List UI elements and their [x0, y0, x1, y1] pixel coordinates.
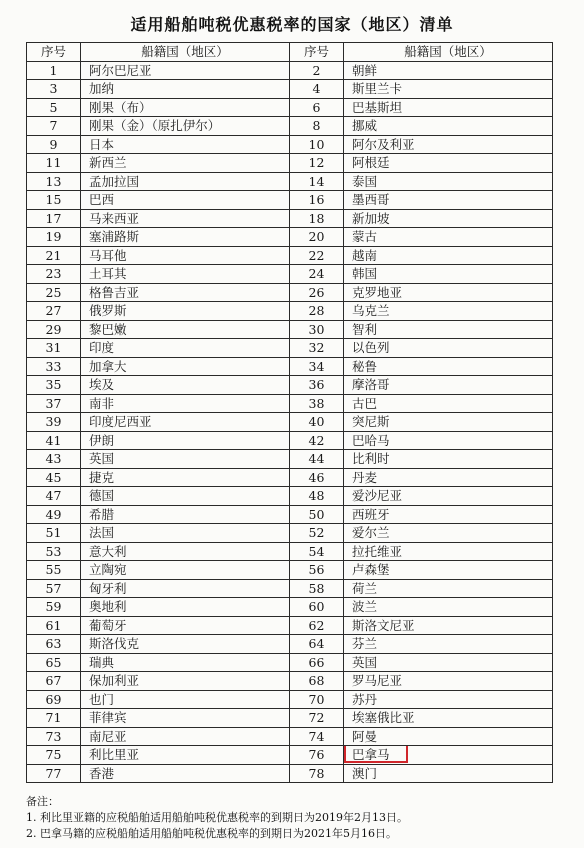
- row-country-right: 斯里兰卡: [344, 80, 553, 99]
- row-number-left: 55: [27, 561, 81, 580]
- row-number-left: 29: [27, 320, 81, 339]
- row-country-right: 罗马尼亚: [344, 672, 553, 691]
- table-row: [27, 357, 553, 376]
- row-number-right: 26: [290, 283, 344, 302]
- table-row: [27, 487, 553, 506]
- row-number-left: 77: [27, 764, 81, 783]
- row-number-right: 24: [290, 265, 344, 284]
- row-country-right: 巴基斯坦: [344, 98, 553, 117]
- country-list-table: [26, 42, 553, 783]
- table-row: [27, 98, 553, 117]
- row-number-right: 36: [290, 376, 344, 395]
- row-number-left: 23: [27, 265, 81, 284]
- row-country-left: 土耳其: [81, 265, 290, 284]
- row-number-left: 51: [27, 524, 81, 543]
- row-number-right: 68: [290, 672, 344, 691]
- row-number-left: 1: [27, 61, 81, 80]
- header-country-left: 船籍国（地区）: [81, 43, 290, 62]
- row-number-left: 37: [27, 394, 81, 413]
- row-country-right: 澳门: [344, 764, 553, 783]
- table-row: [27, 764, 553, 783]
- highlight-box: [344, 746, 408, 764]
- row-country-left: 立陶宛: [81, 561, 290, 580]
- row-country-right: 巴哈马: [344, 431, 553, 450]
- table-row: [27, 339, 553, 358]
- row-number-right: 2: [290, 61, 344, 80]
- table-row: [27, 672, 553, 691]
- row-country-right: 阿根廷: [344, 154, 553, 173]
- row-number-left: 63: [27, 635, 81, 654]
- row-number-left: 33: [27, 357, 81, 376]
- table-row: [27, 172, 553, 191]
- row-country-right: 蒙古: [344, 228, 553, 247]
- row-number-left: 45: [27, 468, 81, 487]
- table-row: [27, 320, 553, 339]
- row-country-right: 波兰: [344, 598, 553, 617]
- row-number-right: 12: [290, 154, 344, 173]
- row-country-left: 意大利: [81, 542, 290, 561]
- row-number-right: 60: [290, 598, 344, 617]
- row-number-left: 67: [27, 672, 81, 691]
- row-country-right: 古巴: [344, 394, 553, 413]
- row-number-right: 64: [290, 635, 344, 654]
- table-row: [27, 61, 553, 80]
- row-number-left: 71: [27, 709, 81, 728]
- header-number-left: 序号: [27, 43, 81, 62]
- row-country-right: 西班牙: [344, 505, 553, 524]
- row-country-left: 希腊: [81, 505, 290, 524]
- row-country-right: 丹麦: [344, 468, 553, 487]
- row-country-left: 也门: [81, 690, 290, 709]
- row-country-right: 斯洛文尼亚: [344, 616, 553, 635]
- row-number-right: 30: [290, 320, 344, 339]
- row-country-right: 摩洛哥: [344, 376, 553, 395]
- row-country-left: 马耳他: [81, 246, 290, 265]
- row-number-left: 19: [27, 228, 81, 247]
- row-number-right: 54: [290, 542, 344, 561]
- row-number-left: 65: [27, 653, 81, 672]
- row-number-right: 6: [290, 98, 344, 117]
- row-country-left: 菲律宾: [81, 709, 290, 728]
- row-number-right: 46: [290, 468, 344, 487]
- row-number-right: 10: [290, 135, 344, 154]
- row-number-left: 73: [27, 727, 81, 746]
- row-country-right: 克罗地亚: [344, 283, 553, 302]
- row-country-left: 新西兰: [81, 154, 290, 173]
- row-country-left: 孟加拉国: [81, 172, 290, 191]
- highlighted-country-label: 巴拿马: [352, 747, 390, 763]
- row-country-left: 巴西: [81, 191, 290, 210]
- row-number-right: 58: [290, 579, 344, 598]
- table-row: [27, 228, 553, 247]
- row-number-left: 59: [27, 598, 81, 617]
- table-row: [27, 394, 553, 413]
- row-country-left: 俄罗斯: [81, 302, 290, 321]
- row-country-right: 以色列: [344, 339, 553, 358]
- table-row: [27, 246, 553, 265]
- row-country-right: 墨西哥: [344, 191, 553, 210]
- row-country-left: 南非: [81, 394, 290, 413]
- table-row: [27, 135, 553, 154]
- table-row: [27, 709, 553, 728]
- table-row: [27, 191, 553, 210]
- row-number-right: 72: [290, 709, 344, 728]
- row-country-right: 爱尔兰: [344, 524, 553, 543]
- row-country-left: 加纳: [81, 80, 290, 99]
- table-row: [27, 376, 553, 395]
- row-country-left: 马来西亚: [81, 209, 290, 228]
- row-number-right: 48: [290, 487, 344, 506]
- row-number-left: 21: [27, 246, 81, 265]
- row-country-left: 刚果（布）: [81, 98, 290, 117]
- table-row: [27, 80, 553, 99]
- header-country-right: 船籍国（地区）: [344, 43, 553, 62]
- row-number-right: 62: [290, 616, 344, 635]
- row-country-right: 爱沙尼亚: [344, 487, 553, 506]
- row-country-left: 斯洛伐克: [81, 635, 290, 654]
- row-country-left: 捷克: [81, 468, 290, 487]
- row-country-left: 黎巴嫩: [81, 320, 290, 339]
- row-country-left: 加拿大: [81, 357, 290, 376]
- table-row: [27, 209, 553, 228]
- row-country-left: 香港: [81, 764, 290, 783]
- row-country-left: 利比里亚: [81, 746, 290, 765]
- header-number-right: 序号: [290, 43, 344, 62]
- row-country-right: 突尼斯: [344, 413, 553, 432]
- row-country-right: 朝鲜: [344, 61, 553, 80]
- row-country-left: 伊朗: [81, 431, 290, 450]
- row-country-right: 泰国: [344, 172, 553, 191]
- row-country-right: 卢森堡: [344, 561, 553, 580]
- table-row: [27, 265, 553, 284]
- row-number-left: 61: [27, 616, 81, 635]
- row-number-right: 56: [290, 561, 344, 580]
- table-row: [27, 431, 553, 450]
- row-country-left: 刚果（金）（原扎伊尔）: [81, 117, 290, 136]
- row-number-right: 78: [290, 764, 344, 783]
- row-country-left: 奥地利: [81, 598, 290, 617]
- row-number-left: 41: [27, 431, 81, 450]
- row-country-right: 英国: [344, 653, 553, 672]
- row-number-right: 18: [290, 209, 344, 228]
- row-number-right: 20: [290, 228, 344, 247]
- table-row: [27, 450, 553, 469]
- row-country-left: 阿尔巴尼亚: [81, 61, 290, 80]
- table-body: [27, 61, 553, 783]
- row-number-right: 16: [290, 191, 344, 210]
- table-row: [27, 579, 553, 598]
- row-country-left: 匈牙利: [81, 579, 290, 598]
- row-number-left: 39: [27, 413, 81, 432]
- table-row: [27, 413, 553, 432]
- row-number-right: 52: [290, 524, 344, 543]
- row-country-left: 英国: [81, 450, 290, 469]
- table-row: [27, 561, 553, 580]
- table-row: [27, 283, 553, 302]
- row-country-right: 韩国: [344, 265, 553, 284]
- row-country-right: 拉托维亚: [344, 542, 553, 561]
- row-number-left: 57: [27, 579, 81, 598]
- row-number-right: 8: [290, 117, 344, 136]
- table-header-row: [27, 43, 553, 62]
- row-country-right: 比利时: [344, 450, 553, 469]
- row-number-right: 40: [290, 413, 344, 432]
- row-country-right: 挪威: [344, 117, 553, 136]
- row-number-right: 34: [290, 357, 344, 376]
- row-country-left: 南尼亚: [81, 727, 290, 746]
- row-country-left: 塞浦路斯: [81, 228, 290, 247]
- note-line-2: 2. 巴拿马籍的应税船舶适用船舶吨税优惠税率的到期日为2021年5月16日。: [26, 827, 397, 840]
- row-number-left: 13: [27, 172, 81, 191]
- row-number-right: 28: [290, 302, 344, 321]
- row-country-left: 保加利亚: [81, 672, 290, 691]
- table-row: [27, 154, 553, 173]
- row-number-left: 49: [27, 505, 81, 524]
- row-number-right: 38: [290, 394, 344, 413]
- row-country-right: 越南: [344, 246, 553, 265]
- table-row: [27, 302, 553, 321]
- document-title: 适用船舶吨税优惠税率的国家（地区）清单: [130, 15, 454, 34]
- row-number-left: 15: [27, 191, 81, 210]
- row-country-left: 德国: [81, 487, 290, 506]
- row-number-left: 43: [27, 450, 81, 469]
- table-row: [27, 727, 553, 746]
- row-number-left: 3: [27, 80, 81, 99]
- row-number-left: 25: [27, 283, 81, 302]
- table-row: [27, 117, 553, 136]
- row-country-left: 埃及: [81, 376, 290, 395]
- table-row: [27, 542, 553, 561]
- row-number-right: 4: [290, 80, 344, 99]
- row-country-right: 新加坡: [344, 209, 553, 228]
- row-number-right: 42: [290, 431, 344, 450]
- row-country-right: 乌克兰: [344, 302, 553, 321]
- row-country-left: 法国: [81, 524, 290, 543]
- table-row: [27, 468, 553, 487]
- notes-section: [26, 794, 566, 842]
- table-row: [27, 690, 553, 709]
- row-country-right: [344, 746, 553, 765]
- row-country-right: 埃塞俄比亚: [344, 709, 553, 728]
- row-country-left: 日本: [81, 135, 290, 154]
- row-number-right: 66: [290, 653, 344, 672]
- note-line-1: 1. 利比里亚籍的应税船舶适用船舶吨税优惠税率的到期日为2019年2月13日。: [26, 811, 408, 824]
- row-country-left: 格鲁吉亚: [81, 283, 290, 302]
- notes-label: 备注：: [26, 795, 59, 808]
- row-number-right: 76: [290, 746, 344, 765]
- row-country-left: 葡萄牙: [81, 616, 290, 635]
- row-country-left: 瑞典: [81, 653, 290, 672]
- row-number-left: 11: [27, 154, 81, 173]
- row-country-right: 荷兰: [344, 579, 553, 598]
- row-number-left: 31: [27, 339, 81, 358]
- table-row: [27, 616, 553, 635]
- row-country-right: 秘鲁: [344, 357, 553, 376]
- row-country-right: 芬兰: [344, 635, 553, 654]
- row-number-left: 9: [27, 135, 81, 154]
- row-number-left: 75: [27, 746, 81, 765]
- table-row: [27, 635, 553, 654]
- row-country-left: 印度尼西亚: [81, 413, 290, 432]
- row-number-right: 70: [290, 690, 344, 709]
- row-number-right: 74: [290, 727, 344, 746]
- row-number-left: 17: [27, 209, 81, 228]
- row-number-right: 14: [290, 172, 344, 191]
- row-number-right: 32: [290, 339, 344, 358]
- row-number-left: 47: [27, 487, 81, 506]
- table-row: [27, 746, 553, 765]
- row-number-left: 7: [27, 117, 81, 136]
- table-row: [27, 598, 553, 617]
- table-row: [27, 505, 553, 524]
- row-country-right: 苏丹: [344, 690, 553, 709]
- row-number-left: 35: [27, 376, 81, 395]
- row-number-left: 53: [27, 542, 81, 561]
- row-country-right: 阿曼: [344, 727, 553, 746]
- row-number-left: 69: [27, 690, 81, 709]
- row-number-right: 50: [290, 505, 344, 524]
- table-row: [27, 653, 553, 672]
- row-country-right: 智利: [344, 320, 553, 339]
- row-number-right: 44: [290, 450, 344, 469]
- row-number-left: 5: [27, 98, 81, 117]
- row-country-left: 印度: [81, 339, 290, 358]
- row-number-right: 22: [290, 246, 344, 265]
- row-number-left: 27: [27, 302, 81, 321]
- table-row: [27, 524, 553, 543]
- row-country-right: 阿尔及利亚: [344, 135, 553, 154]
